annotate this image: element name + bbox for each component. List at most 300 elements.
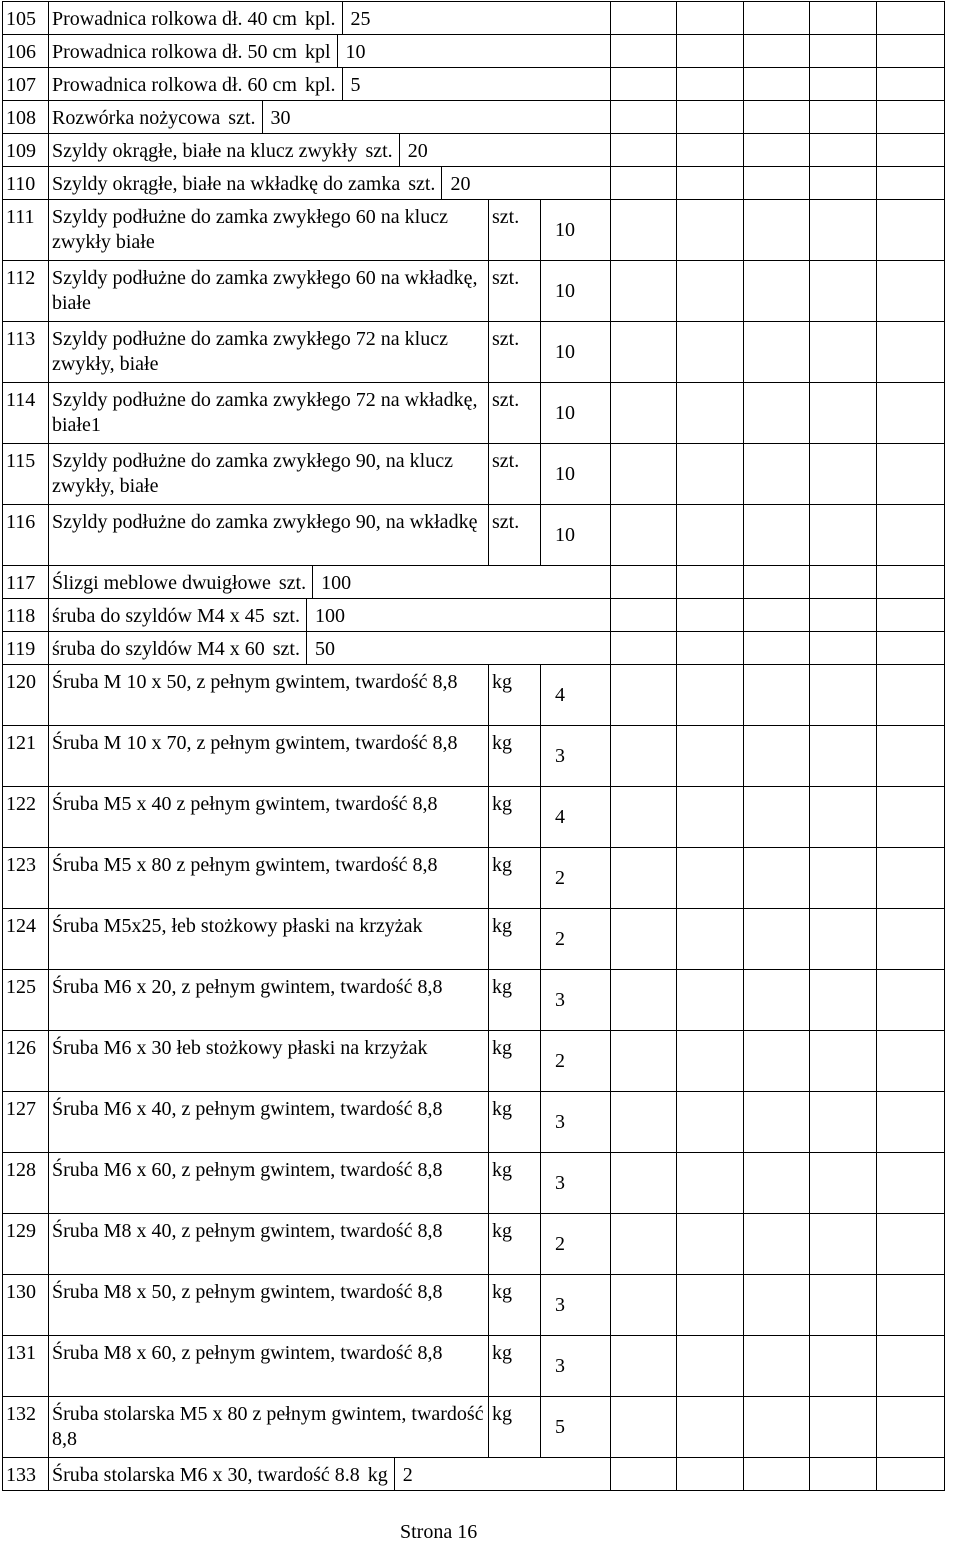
empty-cell: [611, 1092, 677, 1153]
empty-cell: [611, 1275, 677, 1336]
item-description: Śruba M 10 x 50, z pełnym gwintem, twardość 8,8: [49, 665, 489, 726]
table-row: [3, 322, 945, 383]
empty-cell: [677, 848, 744, 909]
page-number: Strona 16: [400, 1521, 478, 1543]
empty-cell: [744, 1458, 810, 1491]
item-description: Śruba M8 x 40, z pełnym gwintem, twardość 8,8: [49, 1214, 489, 1275]
empty-cell: [810, 322, 877, 383]
table-row: [3, 134, 945, 167]
empty-cell: [810, 261, 877, 322]
item-unit: kg: [489, 1031, 541, 1092]
empty-cell: [810, 1336, 877, 1397]
item-number: 133: [3, 1458, 49, 1491]
empty-cell: [611, 726, 677, 787]
item-number: 108: [3, 101, 49, 134]
empty-cell: [877, 444, 945, 505]
item-quantity: 10: [541, 200, 611, 261]
empty-cell: [611, 68, 677, 101]
item-description-cell: [49, 35, 611, 68]
empty-cell: [677, 787, 744, 848]
item-quantity: 100: [314, 605, 345, 627]
empty-cell: [611, 2, 677, 35]
empty-cell: [677, 1153, 744, 1214]
table-row: [3, 1458, 945, 1491]
item-description-cell: [49, 632, 611, 665]
empty-cell: [677, 167, 744, 200]
item-number: 126: [3, 1031, 49, 1092]
item-unit: kg: [489, 726, 541, 787]
empty-cell: [677, 322, 744, 383]
empty-cell: [877, 599, 945, 632]
item-description: Szyldy podłużne do zamka zwykłego 60 na klucz zwykły białe: [49, 200, 489, 261]
empty-cell: [611, 444, 677, 505]
empty-cell: [810, 1031, 877, 1092]
item-description: Śruba M6 x 20, z pełnym gwintem, twardość 8,8: [49, 970, 489, 1031]
item-description-cell: [49, 101, 611, 134]
table-row: [3, 101, 945, 134]
empty-cell: [677, 101, 744, 134]
item-description-text: Prowadnica rolkowa dł. 60 cm: [52, 74, 297, 96]
item-quantity: 30: [270, 107, 291, 129]
table-row: [3, 632, 945, 665]
empty-cell: [744, 35, 810, 68]
item-description: Śruba M5x25, łeb stożkowy płaski na krzyżak: [49, 909, 489, 970]
empty-cell: [611, 35, 677, 68]
item-quantity: 2: [402, 1464, 413, 1486]
item-number: 114: [3, 383, 49, 444]
empty-cell: [810, 665, 877, 726]
empty-cell: [810, 1092, 877, 1153]
empty-cell: [744, 1275, 810, 1336]
table-row: [3, 444, 945, 505]
table-row: [3, 970, 945, 1031]
empty-cell: [744, 787, 810, 848]
item-number: 122: [3, 787, 49, 848]
item-quantity: 10: [541, 322, 611, 383]
item-quantity: 3: [541, 726, 611, 787]
empty-cell: [744, 665, 810, 726]
item-number: 115: [3, 444, 49, 505]
empty-cell: [744, 68, 810, 101]
empty-cell: [877, 1031, 945, 1092]
empty-cell: [810, 101, 877, 134]
empty-cell: [877, 1214, 945, 1275]
empty-cell: [810, 848, 877, 909]
item-unit: szt.: [489, 261, 541, 322]
table-row: [3, 261, 945, 322]
empty-cell: [611, 1336, 677, 1397]
empty-cell: [744, 167, 810, 200]
table-row: [3, 787, 945, 848]
empty-cell: [877, 101, 945, 134]
table-body: [3, 2, 945, 1491]
item-number: 120: [3, 665, 49, 726]
item-description: Szyldy podłużne do zamka zwykłego 72 na klucz zwykły, białe: [49, 322, 489, 383]
empty-cell: [744, 1153, 810, 1214]
empty-cell: [744, 566, 810, 599]
empty-cell: [611, 1458, 677, 1491]
item-description: Śruba M8 x 60, z pełnym gwintem, twardość 8,8: [49, 1336, 489, 1397]
item-unit: szt.: [279, 566, 313, 598]
empty-cell: [877, 383, 945, 444]
item-unit: kg: [489, 1336, 541, 1397]
item-quantity: 2: [541, 909, 611, 970]
item-quantity: 10: [541, 261, 611, 322]
empty-cell: [810, 444, 877, 505]
table-row: [3, 1031, 945, 1092]
item-quantity: 4: [541, 787, 611, 848]
item-quantity: 10: [541, 505, 611, 566]
empty-cell: [744, 2, 810, 35]
item-number: 111: [3, 200, 49, 261]
item-unit: kg: [489, 1214, 541, 1275]
item-description-cell: [49, 167, 611, 200]
item-number: 129: [3, 1214, 49, 1275]
empty-cell: [677, 134, 744, 167]
empty-cell: [677, 261, 744, 322]
empty-cell: [677, 505, 744, 566]
empty-cell: [877, 322, 945, 383]
item-unit: szt.: [365, 134, 399, 166]
item-unit: szt.: [489, 444, 541, 505]
item-number: 118: [3, 599, 49, 632]
item-unit: kpl.: [305, 68, 343, 100]
empty-cell: [611, 566, 677, 599]
item-number: 132: [3, 1397, 49, 1458]
item-unit: szt.: [273, 632, 307, 664]
item-unit: kpl.: [305, 2, 343, 34]
table-row: [3, 566, 945, 599]
empty-cell: [611, 505, 677, 566]
item-unit: szt.: [489, 383, 541, 444]
table-row: [3, 383, 945, 444]
item-unit: szt.: [273, 599, 307, 631]
item-number: 106: [3, 35, 49, 68]
item-description: Śruba stolarska M5 x 80 z pełnym gwintem, twardość 8,8: [49, 1397, 489, 1458]
empty-cell: [744, 101, 810, 134]
empty-cell: [877, 1092, 945, 1153]
item-number: 121: [3, 726, 49, 787]
empty-cell: [744, 599, 810, 632]
empty-cell: [611, 787, 677, 848]
table-row: [3, 1397, 945, 1458]
item-description-cell: [49, 599, 611, 632]
empty-cell: [877, 2, 945, 35]
empty-cell: [677, 665, 744, 726]
item-number: 127: [3, 1092, 49, 1153]
empty-cell: [877, 1458, 945, 1491]
item-description-cell: [49, 566, 611, 599]
empty-cell: [810, 383, 877, 444]
empty-cell: [810, 1153, 877, 1214]
item-quantity: 4: [541, 665, 611, 726]
item-description: Szyldy podłużne do zamka zwykłego 60 na wkładkę, białe: [49, 261, 489, 322]
empty-cell: [744, 383, 810, 444]
empty-cell: [677, 909, 744, 970]
empty-cell: [877, 726, 945, 787]
item-description: Śruba M5 x 40 z pełnym gwintem, twardość 8,8: [49, 787, 489, 848]
empty-cell: [744, 909, 810, 970]
empty-cell: [877, 68, 945, 101]
table-row: [3, 1214, 945, 1275]
item-description-text: Ślizgi meblowe dwuigłowe: [52, 572, 271, 594]
empty-cell: [744, 200, 810, 261]
empty-cell: [877, 665, 945, 726]
empty-cell: [611, 261, 677, 322]
empty-cell: [810, 566, 877, 599]
item-description-cell: [49, 1458, 611, 1491]
empty-cell: [810, 1275, 877, 1336]
item-quantity: 25: [350, 8, 371, 30]
empty-cell: [810, 2, 877, 35]
empty-cell: [677, 383, 744, 444]
item-unit: kg: [368, 1458, 395, 1490]
item-description-text: Szyldy okrągłe, białe na wkładkę do zamka: [52, 173, 401, 195]
table-row: [3, 665, 945, 726]
item-quantity: 2: [541, 1031, 611, 1092]
empty-cell: [677, 1214, 744, 1275]
empty-cell: [744, 444, 810, 505]
table-row: [3, 726, 945, 787]
item-unit: kg: [489, 848, 541, 909]
empty-cell: [810, 632, 877, 665]
empty-cell: [877, 787, 945, 848]
empty-cell: [877, 632, 945, 665]
item-unit: szt.: [408, 167, 442, 199]
empty-cell: [810, 505, 877, 566]
empty-cell: [677, 68, 744, 101]
empty-cell: [677, 970, 744, 1031]
empty-cell: [877, 35, 945, 68]
item-number: 131: [3, 1336, 49, 1397]
empty-cell: [677, 566, 744, 599]
empty-cell: [611, 200, 677, 261]
item-quantity: 3: [541, 1153, 611, 1214]
empty-cell: [810, 726, 877, 787]
item-quantity: 2: [541, 1214, 611, 1275]
empty-cell: [810, 1214, 877, 1275]
item-unit: kg: [489, 665, 541, 726]
item-quantity: 5: [541, 1397, 611, 1458]
table-row: [3, 1153, 945, 1214]
item-quantity: 3: [541, 1336, 611, 1397]
item-number: 107: [3, 68, 49, 101]
empty-cell: [611, 970, 677, 1031]
item-quantity: 10: [345, 41, 366, 63]
table-row: [3, 200, 945, 261]
empty-cell: [744, 1092, 810, 1153]
empty-cell: [810, 1458, 877, 1491]
item-description-cell: [49, 134, 611, 167]
empty-cell: [677, 2, 744, 35]
empty-cell: [744, 970, 810, 1031]
empty-cell: [810, 599, 877, 632]
item-description-text: Rozwórka nożycowa: [52, 107, 221, 129]
item-number: 123: [3, 848, 49, 909]
empty-cell: [810, 35, 877, 68]
table-row: [3, 505, 945, 566]
item-quantity: 5: [350, 74, 361, 96]
item-quantity: 3: [541, 1275, 611, 1336]
empty-cell: [877, 970, 945, 1031]
empty-cell: [810, 167, 877, 200]
item-number: 124: [3, 909, 49, 970]
empty-cell: [677, 1397, 744, 1458]
empty-cell: [611, 1214, 677, 1275]
item-description-cell: [49, 68, 611, 101]
empty-cell: [611, 1031, 677, 1092]
item-description-text: śruba do szyldów M4 x 45: [52, 605, 265, 627]
item-number: 116: [3, 505, 49, 566]
empty-cell: [677, 632, 744, 665]
empty-cell: [677, 1336, 744, 1397]
item-quantity: 20: [407, 140, 428, 162]
item-unit: kg: [489, 787, 541, 848]
empty-cell: [810, 200, 877, 261]
empty-cell: [677, 1031, 744, 1092]
table-row: [3, 68, 945, 101]
empty-cell: [877, 200, 945, 261]
empty-cell: [744, 632, 810, 665]
empty-cell: [677, 1458, 744, 1491]
empty-cell: [677, 1092, 744, 1153]
item-description-text: śruba do szyldów M4 x 60: [52, 638, 265, 660]
empty-cell: [611, 909, 677, 970]
empty-cell: [611, 134, 677, 167]
item-number: 117: [3, 566, 49, 599]
item-quantity: 10: [541, 383, 611, 444]
empty-cell: [611, 322, 677, 383]
empty-cell: [611, 848, 677, 909]
empty-cell: [744, 1336, 810, 1397]
item-description: Śruba M6 x 40, z pełnym gwintem, twardość 8,8: [49, 1092, 489, 1153]
empty-cell: [877, 261, 945, 322]
item-number: 112: [3, 261, 49, 322]
item-number: 110: [3, 167, 49, 200]
item-unit: kg: [489, 1153, 541, 1214]
empty-cell: [744, 1031, 810, 1092]
item-unit: szt.: [228, 101, 262, 133]
item-quantity: 100: [321, 572, 352, 594]
empty-cell: [611, 665, 677, 726]
empty-cell: [744, 261, 810, 322]
empty-cell: [877, 566, 945, 599]
item-number: 125: [3, 970, 49, 1031]
table-row: [3, 1336, 945, 1397]
item-unit: szt.: [489, 505, 541, 566]
item-unit: kg: [489, 1092, 541, 1153]
empty-cell: [744, 726, 810, 787]
item-unit: kg: [489, 1275, 541, 1336]
item-quantity: 50: [314, 638, 335, 660]
empty-cell: [810, 787, 877, 848]
items-table: [2, 1, 945, 1491]
empty-cell: [877, 909, 945, 970]
empty-cell: [877, 1397, 945, 1458]
empty-cell: [611, 383, 677, 444]
item-description-text: Szyldy okrągłe, białe na klucz zwykły: [52, 140, 358, 162]
empty-cell: [677, 35, 744, 68]
item-quantity: 10: [541, 444, 611, 505]
empty-cell: [677, 200, 744, 261]
empty-cell: [744, 322, 810, 383]
table-row: [3, 909, 945, 970]
item-description: Szyldy podłużne do zamka zwykłego 90, na klucz zwykły, białe: [49, 444, 489, 505]
table-row: [3, 599, 945, 632]
item-description: Śruba M5 x 80 z pełnym gwintem, twardość 8,8: [49, 848, 489, 909]
empty-cell: [877, 134, 945, 167]
empty-cell: [677, 444, 744, 505]
item-unit: kg: [489, 970, 541, 1031]
item-unit: kg: [489, 909, 541, 970]
empty-cell: [810, 909, 877, 970]
item-description: Śruba M6 x 30 łeb stożkowy płaski na krzyżak: [49, 1031, 489, 1092]
item-description-text: Prowadnica rolkowa dł. 40 cm: [52, 8, 297, 30]
empty-cell: [744, 505, 810, 566]
item-quantity: 20: [450, 173, 471, 195]
item-description: Śruba M 10 x 70, z pełnym gwintem, twardość 8,8: [49, 726, 489, 787]
table-row: [3, 2, 945, 35]
table-row: [3, 35, 945, 68]
item-quantity: 3: [541, 1092, 611, 1153]
empty-cell: [611, 632, 677, 665]
item-description: Szyldy podłużne do zamka zwykłego 90, na wkładkę: [49, 505, 489, 566]
item-number: 119: [3, 632, 49, 665]
item-number: 105: [3, 2, 49, 35]
empty-cell: [810, 68, 877, 101]
item-unit: kpl: [305, 35, 338, 67]
empty-cell: [611, 167, 677, 200]
item-description-text: Śruba stolarska M6 x 30, twardość 8.8: [52, 1464, 360, 1486]
empty-cell: [877, 505, 945, 566]
table-row: [3, 1275, 945, 1336]
item-number: 113: [3, 322, 49, 383]
empty-cell: [611, 599, 677, 632]
empty-cell: [744, 134, 810, 167]
empty-cell: [677, 599, 744, 632]
empty-cell: [611, 101, 677, 134]
item-number: 128: [3, 1153, 49, 1214]
empty-cell: [877, 1275, 945, 1336]
empty-cell: [877, 848, 945, 909]
table-row: [3, 1092, 945, 1153]
item-description-text: Prowadnica rolkowa dł. 50 cm: [52, 41, 297, 63]
empty-cell: [677, 1275, 744, 1336]
item-description-cell: [49, 2, 611, 35]
item-quantity: 2: [541, 848, 611, 909]
empty-cell: [611, 1397, 677, 1458]
empty-cell: [810, 970, 877, 1031]
item-unit: szt.: [489, 200, 541, 261]
empty-cell: [877, 167, 945, 200]
empty-cell: [744, 1214, 810, 1275]
empty-cell: [744, 1397, 810, 1458]
item-unit: szt.: [489, 322, 541, 383]
table-row: [3, 167, 945, 200]
item-quantity: 3: [541, 970, 611, 1031]
empty-cell: [877, 1153, 945, 1214]
item-description: Śruba M8 x 50, z pełnym gwintem, twardość 8,8: [49, 1275, 489, 1336]
item-number: 130: [3, 1275, 49, 1336]
empty-cell: [744, 848, 810, 909]
empty-cell: [677, 726, 744, 787]
empty-cell: [611, 1153, 677, 1214]
item-unit: kg: [489, 1397, 541, 1458]
empty-cell: [810, 134, 877, 167]
table-row: [3, 848, 945, 909]
empty-cell: [810, 1397, 877, 1458]
item-number: 109: [3, 134, 49, 167]
